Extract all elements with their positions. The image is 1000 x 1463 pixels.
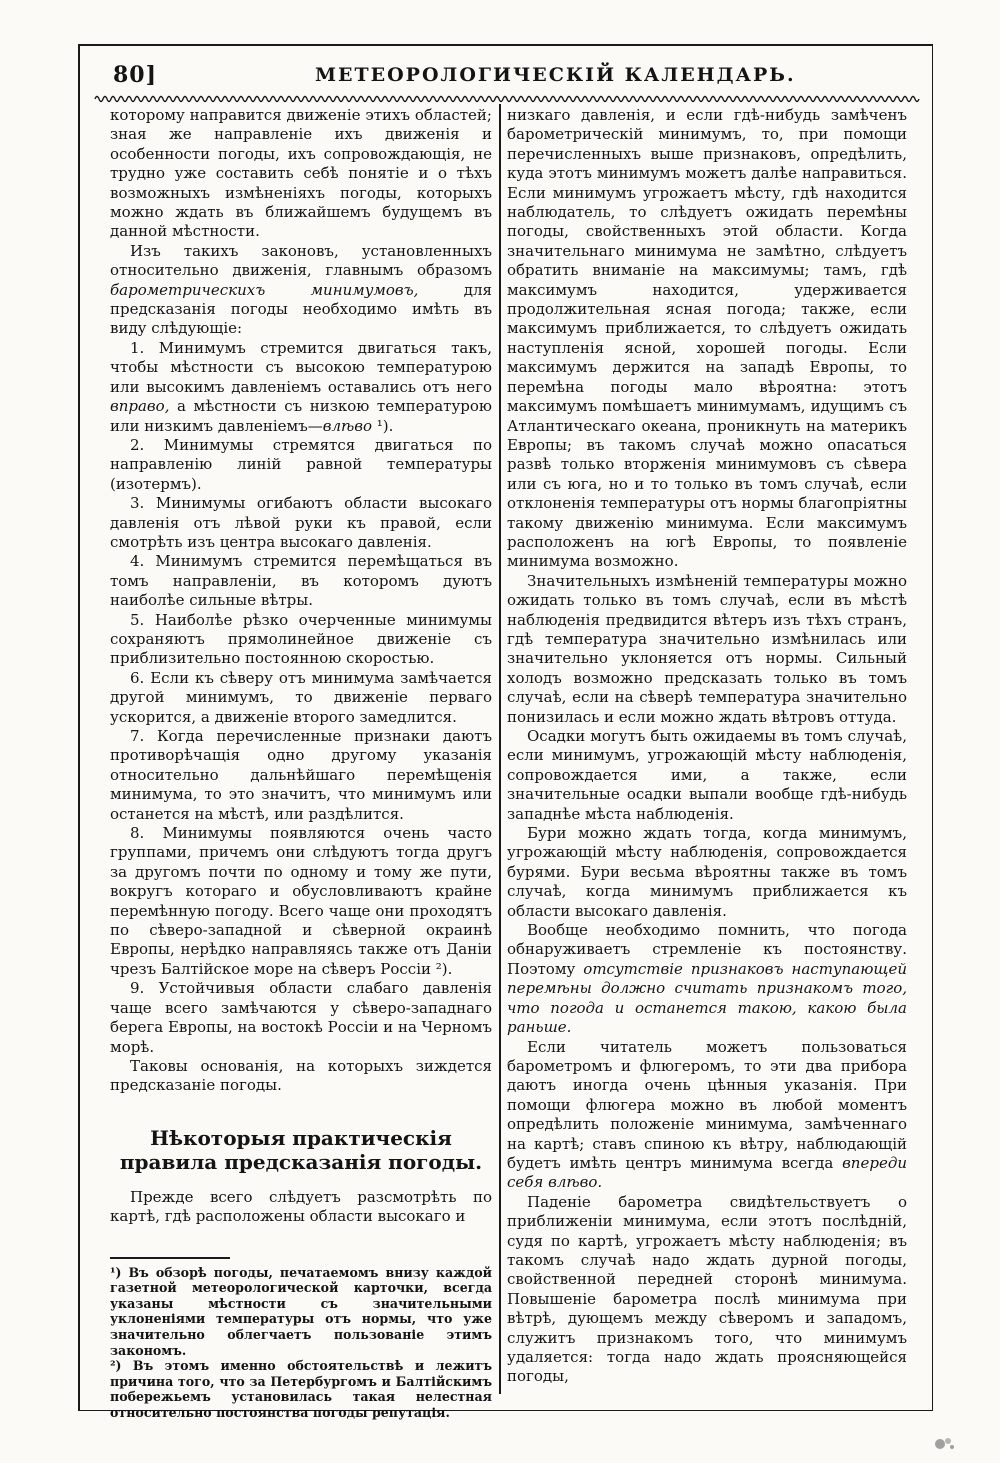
page-number: 80]	[113, 62, 158, 88]
right-column	[507, 106, 907, 1396]
italic-text: влѣво	[322, 416, 373, 435]
footnote-mark: ²)	[110, 1358, 122, 1374]
rule-item: 7. Когда перечисленные признаки даютъ противорѣчащія одно другому указанія относительно дальнѣйшаго перемѣщенія минимума, то это значитъ, что минимумъ или останется на мѣстѣ, или раздѣлится.	[110, 727, 492, 823]
rule-item: 2. Минимумы стремятся двигаться по направленію линій равной температуры (изотермъ).	[110, 435, 492, 493]
left-column	[110, 106, 492, 1420]
italic-text: барометрическихъ минимумовъ,	[110, 280, 419, 299]
paragraph: низкаго давленія, и если гдѣ-нибудь замѣченъ барометрическій минимумъ, то, при помощи перечисленныхъ выше признаковъ, опредѣлить, куда этотъ минимумъ можетъ далѣе направиться. Если минимумъ угрожаетъ мѣсту, гдѣ находится наблюдатель, то слѣдуетъ ожидать перемѣны погоды, свойственныхъ этой области. Когда значительнаго минимума не замѣтно, слѣдуетъ обратить вниманіе на максимумы; тамъ, гдѣ максимумъ находится, удерживается продолжительная ясная погода; также, если максимумъ приближается, то слѣдуетъ ожидать наступленія ясной, хорошей погоды. Если максимумъ держится на западѣ Европы, то перемѣна погоды мало вѣроятна: этотъ максимумъ помѣшаетъ минимумамъ, идущимъ съ Атлантическаго океана, проникнуть на материкъ Европы; въ такомъ случаѣ можно опасаться развѣ только вторженія минимумовъ съ сѣвера или съ юга, но и то только въ томъ случаѣ, если отклоненія температуры отъ нормы благопріятны такому движенію минимума. Если максимумъ расположенъ на югѣ Европы, то появленіе минимума возможно.	[507, 106, 907, 571]
footnote-mark: ¹)	[110, 1264, 122, 1280]
rule-item: 6. Если къ сѣверу отъ минимума замѣчается другой минимумъ, то движеніе перваго ускорится, а движеніе второго замедлится.	[110, 668, 492, 726]
rule-item: 8. Минимумы появляются очень часто группами, причемъ они слѣдуютъ тогда другъ за другомъ почти по одному и тому же пути, вокругъ котораго и обусловливаютъ крайне перемѣнную погоду. Всего чаще они проходятъ по сѣверо-западной и сѣверной окраинѣ Европы, нерѣдко направляясь также отъ Даніи чрезъ Балтійское море на сѣверъ Россіи ²).	[110, 824, 492, 978]
rule-item: 3. Минимумы огибаютъ области высокаго давленія отъ лѣвой руки къ правой, если смотрѣть изъ центра высокаго давленія.	[110, 494, 492, 551]
italic-text: вправо,	[110, 397, 170, 416]
running-title: МЕТЕОРОЛОГИЧЕСКІЙ КАЛЕНДАРЬ.	[315, 64, 796, 86]
footnote	[110, 1358, 492, 1420]
text-run: для предсказанія погоды необходимо имѣть въ виду слѣдующіе:	[110, 280, 492, 338]
paragraph	[507, 1038, 907, 1193]
italic-text: впереди себя влѣво.	[507, 1153, 907, 1192]
footnote-rule	[110, 1257, 230, 1259]
text-run: 1. Минимумъ стремится двигаться такъ, чтобы мѣстности съ высокою температурою или высокимъ давленіемъ оставались отъ него	[110, 338, 492, 396]
footnote-text: Въ этомъ именно обстоятельствѣ и лежитъ причина того, что за Петербургомъ и Балтійскимъ побережьемъ установилась такая нелестная относительно постоянства погоды репутація.	[110, 1358, 492, 1420]
paragraph: Прежде всего слѣдуетъ разсмотрѣть по картѣ, гдѣ расположены области высокаго и	[110, 1187, 492, 1226]
rule-item: 9. Устойчивыя области слабаго давленія чаще всего замѣчаются у сѣверо-западнаго берега Европы, на востокѣ Россіи и на Черномъ морѣ.	[110, 979, 492, 1056]
section-heading: Нѣкоторыя практическія правила предсказанія погоды.	[119, 1125, 483, 1174]
rule-item: 4. Минимумъ стремится перемѣщаться въ томъ направленіи, въ которомъ дуютъ наиболѣе сильные вѣтры.	[110, 552, 492, 610]
paragraph: Паденіе барометра свидѣтельствуетъ о приближеніи минимума, если этотъ послѣдній, судя по картѣ, угрожаетъ мѣсту наблюденія; въ такомъ случаѣ надо ждать дурной погоды, свойственной передней сторонѣ минимума. Повышеніе барометра послѣ минимума при вѣтрѣ, дующемъ между сѣверомъ и западомъ, служитъ признакомъ того, что минимумъ удаляется: тогда надо ждать проясняющейся погоды,	[507, 1192, 907, 1386]
paragraph: Осадки могутъ быть ожидаемы въ томъ случаѣ, если минимумъ, угрожающій мѣсту наблюденія, сопровождается ими, а также, если значительные осадки выпали вообще гдѣ-нибудь западнѣе мѣста наблюденія.	[507, 727, 907, 823]
paragraph: которому направится движеніе этихъ областей; зная же направленіе ихъ движенія и особенности погоды, ихъ сопровождающія, не трудно уже составить себѣ понятіе и о тѣхъ возможныхъ измѣненіяхъ погоды, которыхъ можно ждать въ ближайшемъ будущемъ въ данной мѣстности.	[110, 106, 492, 241]
paragraph: Бури можно ждать тогда, когда минимумъ, угрожающій мѣсту наблюденія, сопровождается бурями. Бури весьма вѣроятны также въ томъ случаѣ, когда минимумъ приближается къ области высокаго давленія.	[507, 824, 907, 920]
ink-stain	[930, 1432, 960, 1454]
paragraph: Таковы основанія, на которыхъ зиждется предсказаніе погоды.	[110, 1056, 492, 1095]
text-run: Изъ такихъ законовъ, установленныхъ относительно движенія, главнымъ образомъ	[110, 241, 492, 280]
paragraph	[110, 242, 492, 339]
rule-item: 5. Наиболѣе рѣзко очерченные минимумы сохраняютъ прямолинейное движеніе съ приблизительно постоянною скоростью.	[110, 610, 492, 668]
footnote	[110, 1265, 492, 1359]
text-run: Если читатель можетъ пользоваться барометромъ и флюгеромъ, то эти два прибора даютъ иногда очень цѣнныя указанія. При помощи флюгера можно въ любой моментъ опредѣлить положеніе минимума, замѣченнаго на картѣ; ставъ спиною къ вѣтру, наблюдающій будетъ имѣть центръ минимума всегда	[507, 1037, 907, 1172]
paragraph	[507, 921, 907, 1037]
text-run: а мѣстности съ низкою температурою или низкимъ давленіемъ—	[110, 397, 492, 435]
column-divider	[499, 104, 501, 1394]
text-run: Вообще необходимо помнить, что погода обнаруживаетъ стремленіе къ постоянству. Поэтому	[507, 921, 907, 978]
wavy-rule	[95, 92, 915, 106]
text-run: ¹).	[372, 416, 394, 435]
rule-item	[110, 339, 492, 436]
footnote-text: Въ обзорѣ погоды, печатаемомъ внизу каждой газетной метеорологической карточки, всегда указаны мѣстности съ значительными уклоненіями температуры отъ нормы, что уже значительно облегчаетъ пользованіе этимъ закономъ.	[110, 1264, 492, 1358]
paragraph: Значительныхъ измѣненій температуры можно ожидать только въ томъ случаѣ, если въ мѣстѣ наблюденія предвидится вѣтеръ изъ тѣхъ странъ, гдѣ температура значительно измѣнилась или значительно уклоняется отъ нормы. Сильный холодъ возможно предсказать только въ томъ случаѣ, если на сѣверѣ температура значительно понизилась и если можно ждать вѣтровъ оттуда.	[507, 571, 907, 726]
italic-text: отсутствіе признаковъ наступающей перемѣны должно считать признакомъ того, что погода и останется такою, какою была раньше.	[507, 959, 907, 1037]
